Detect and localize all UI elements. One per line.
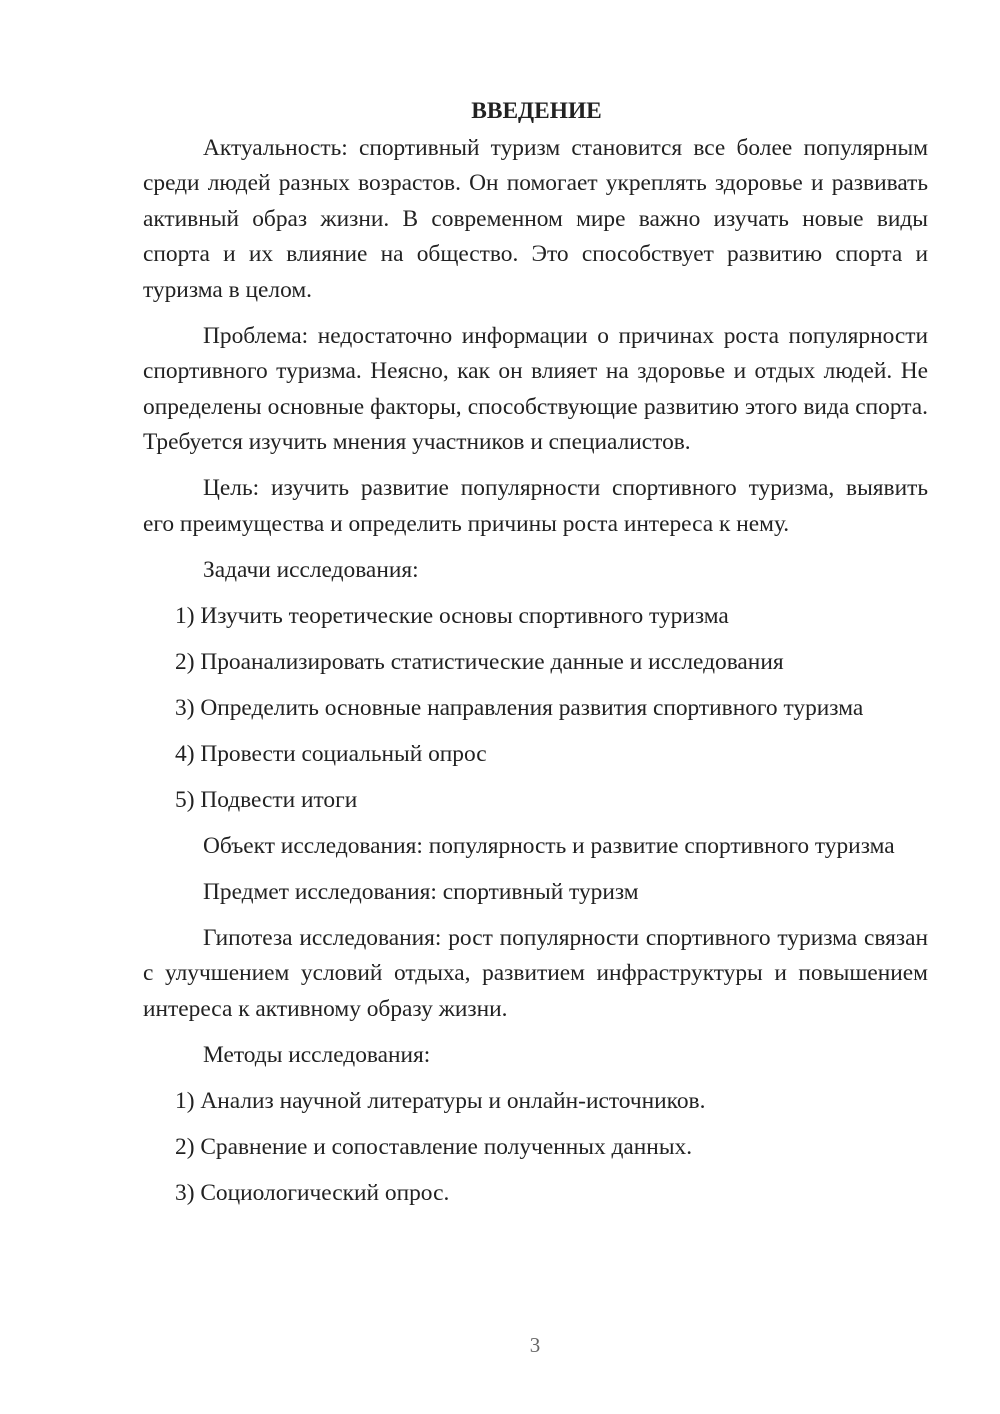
tasks-heading: Задачи исследования:: [203, 556, 419, 583]
method-item: 2) Сравнение и сопоставление полученных данных.: [175, 1133, 693, 1160]
section-title: ВВЕДЕНИЕ: [471, 98, 602, 124]
task-item: 5) Подвести итоги: [175, 786, 358, 813]
method-item: 1) Анализ научной литературы и онлайн-источников.: [175, 1087, 706, 1114]
page-number: 3: [529, 1333, 541, 1357]
goal-paragraph: Цель: изучить развитие популярности спортивного туризма, выявить его преимущества и определить причины роста интереса к нему.: [143, 475, 928, 537]
methods-heading: Методы исследования:: [203, 1041, 431, 1068]
task-item: 4) Провести социальный опрос: [175, 740, 487, 767]
hypothesis-paragraph: Гипотеза исследования: рост популярности спортивного туризма связан с улучшением условий отдыха, развитием инфраструктуры и повышением интереса к активному образу жизни.: [143, 924, 928, 1022]
method-item: 3) Социологический опрос.: [175, 1179, 450, 1206]
task-item: 1) Изучить теоретические основы спортивного туризма: [175, 602, 729, 629]
object-paragraph: Объект исследования: популярность и развитие спортивного туризма: [203, 832, 895, 859]
task-item: 2) Проанализировать статистические данные и исследования: [175, 648, 784, 675]
relevance-paragraph: Актуальность: спортивный туризм становится все более популярным среди людей разных возрастов. Он помогает укреплять здоровье и развивать активный образ жизни. В современном мире важно изучать новые виды спорта и их влияние на общество. Это способствует развитию спорта и туризма в целом.: [143, 134, 928, 303]
task-item: 3) Определить основные направления развития спортивного туризма: [175, 694, 864, 721]
problem-paragraph: Проблема: недостаточно информации о причинах роста популярности спортивного туризма. Неясно, как он влияет на здоровье и отдых людей. Не определены основные факторы, способствующие развитию этого вида спорта. Требуется изучить мнения участников и специалистов.: [143, 322, 928, 455]
page-content: [143, 94, 928, 1222]
subject-line: Предмет исследования: спортивный туризм: [203, 878, 639, 905]
